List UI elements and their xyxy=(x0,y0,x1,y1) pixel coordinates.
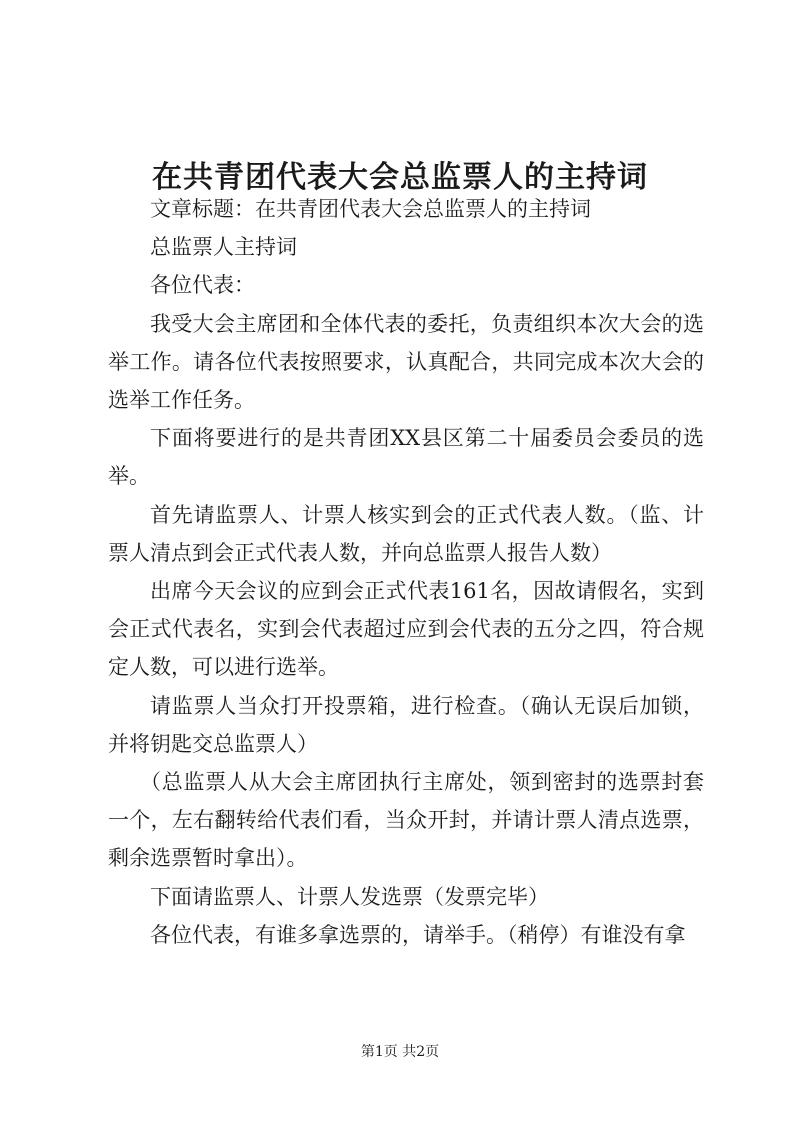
paragraph: 出席今天会议的应到会正式代表161名，因故请假名，实到会正式代表名，实到会代表超过应到会代表的五分之四，符合规定人数，可以进行选举。 xyxy=(108,579,704,680)
paragraph: 首先请监票人、计票人核实到会的正式代表人数。（监、计票人清点到会正式代表人数，并向总监票人报告人数） xyxy=(108,502,704,565)
paragraph: 各位代表，有谁多拿选票的，请举手。（稍停）有谁没有拿 xyxy=(150,922,686,947)
document-title: 在共青团代表大会总监票人的主持词 xyxy=(152,160,648,196)
page-footer xyxy=(0,1042,800,1062)
paragraph: 下面请监票人、计票人发选票（发票完毕） xyxy=(150,884,549,909)
page-number: 第1页 共2页 xyxy=(360,1044,440,1060)
paragraph-subtitle: 总监票人主持词 xyxy=(150,235,297,260)
paragraph: 请监票人当众打开投票箱，进行检查。（确认无误后加锁，并将钥匙交总监票人） xyxy=(108,693,704,756)
paragraph: 下面将要进行的是共青团XX县区第二十届委员会委员的选举。 xyxy=(108,426,704,489)
paragraph-salutation: 各位代表： xyxy=(150,273,255,298)
document-body xyxy=(108,190,704,954)
paragraph: 我受大会主席团和全体代表的委托，负责组织本次大会的选举工作。请各位代表按照要求，认真配合，共同完成本次大会的选举工作任务。 xyxy=(108,311,704,413)
paragraph-article-title: 文章标题：在共青团代表大会总监票人的主持词 xyxy=(150,197,591,221)
paragraph: （总监票人从大会主席团执行主席处，领到密封的选票封套一个，左右翻转给代表们看，当众开封，并请计票人清点选票，剩余选票暂时拿出）。 xyxy=(108,770,704,871)
